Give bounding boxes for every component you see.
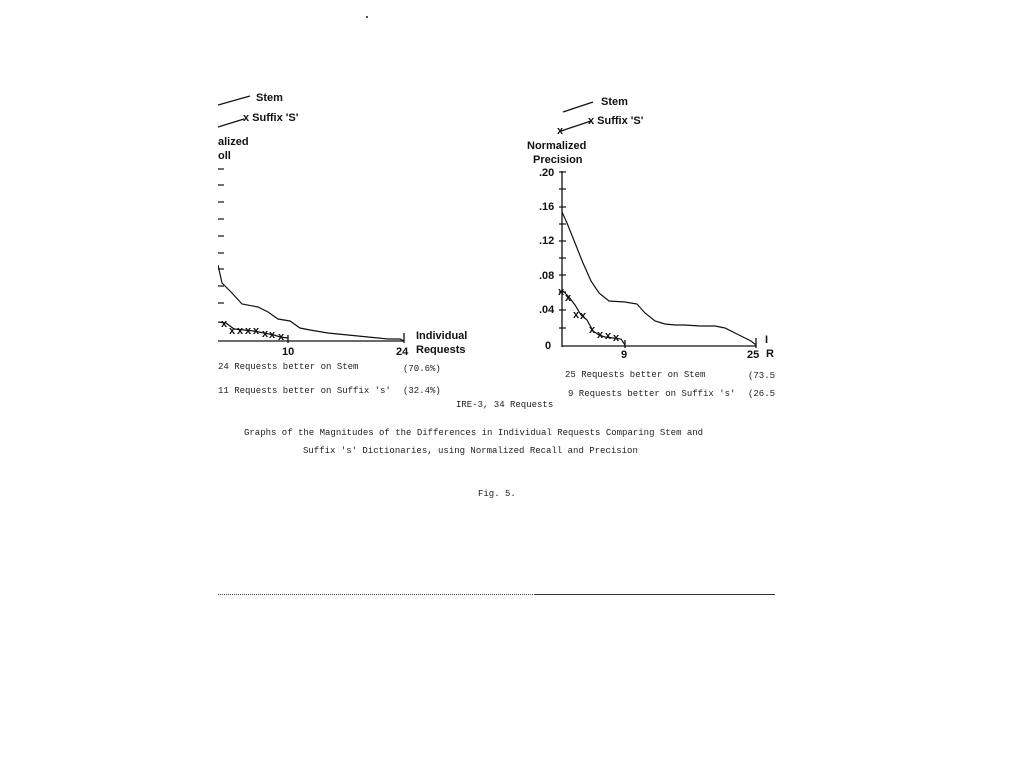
svg-text:x: x: [589, 324, 596, 336]
right-legend-stem-line: [563, 102, 593, 112]
left-x-tick-10: 10: [282, 346, 295, 355]
svg-text:x: x: [269, 329, 276, 341]
svg-text:x: x: [565, 292, 572, 304]
svg-text:x: x: [253, 325, 260, 337]
right-y-tick-04: .04: [539, 304, 555, 316]
svg-text:x: x: [245, 325, 252, 337]
right-legend-suffix-line: [561, 121, 591, 131]
left-ylabel-2: oll: [218, 150, 231, 162]
right-xlabel-partial-1: I: [765, 334, 769, 346]
left-x-tick-24: 24: [396, 346, 409, 355]
svg-text:x: x: [573, 309, 580, 321]
right-note-suffix: 9 Requests better on Suffix 's': [568, 389, 736, 399]
right-y-tick-20: .20: [539, 167, 555, 179]
svg-text:x: x: [597, 329, 604, 341]
right-graph: [525, 85, 777, 365]
bottom-rule-solid: [535, 594, 775, 595]
svg-text:x: x: [229, 325, 236, 337]
svg-text:x: x: [605, 330, 612, 342]
right-legend-stem: Stem: [601, 96, 628, 108]
svg-text:x: x: [613, 332, 620, 344]
right-x-tick-25: 25: [747, 349, 760, 361]
right-note-stem-pct: (73.5: [748, 371, 776, 381]
left-legend-suffix-line: [218, 119, 244, 127]
left-note-stem: 24 Requests better on Stem: [218, 362, 359, 372]
left-xlabel-1: Individual: [416, 330, 468, 342]
caption-line-1: Graphs of the Magnitudes of the Differences in Individual Requests Comparing Stem and: [244, 428, 704, 438]
caption-line-2: Suffix 's' Dictionaries, using Normalized Recall and Precision: [303, 446, 638, 456]
right-y-tick-0: 0: [545, 340, 552, 352]
svg-text:x: x: [278, 331, 285, 343]
svg-text:x: x: [558, 286, 565, 298]
right-note-suffix-pct: (26.5: [748, 389, 776, 399]
left-note-stem-pct: (70.6%): [403, 364, 441, 374]
right-xlabel-partial-2: R: [766, 348, 774, 360]
svg-text:x: x: [262, 328, 269, 340]
svg-text:x: x: [237, 325, 244, 337]
left-y-ticks: [218, 169, 224, 303]
left-xlabel-2: Requests: [416, 344, 466, 355]
svg-text:x: x: [557, 125, 564, 137]
top-speck: [366, 16, 368, 18]
right-y-tick-16: .16: [539, 201, 555, 213]
right-ylabel-2: Precision: [533, 154, 583, 166]
left-ylabel-1: alized: [218, 136, 249, 148]
left-note-suffix: 11 Requests better on Suffix 's': [218, 386, 391, 396]
right-ylabel-1: Normalized: [527, 140, 587, 152]
left-graph: [218, 85, 488, 355]
left-legend-stem: Stem: [256, 92, 283, 104]
left-suffix-markers: [221, 318, 285, 343]
right-note-stem: 25 Requests better on Stem: [565, 370, 706, 380]
right-y-tick-12: .12: [539, 235, 555, 247]
svg-text:x: x: [580, 310, 587, 322]
figure-label: Fig. 5.: [478, 489, 516, 499]
subtitle: IRE-3, 34 Requests: [456, 400, 554, 410]
svg-text:x: x: [221, 318, 228, 330]
left-note-suffix-pct: (32.4%): [403, 386, 441, 396]
right-legend-suffix: x Suffix 'S': [588, 115, 644, 127]
right-x-tick-9: 9: [621, 349, 628, 361]
right-y-tick-08: .08: [539, 270, 555, 282]
left-legend-suffix: x Suffix 'S': [243, 112, 299, 124]
left-legend-stem-line: [218, 96, 250, 105]
